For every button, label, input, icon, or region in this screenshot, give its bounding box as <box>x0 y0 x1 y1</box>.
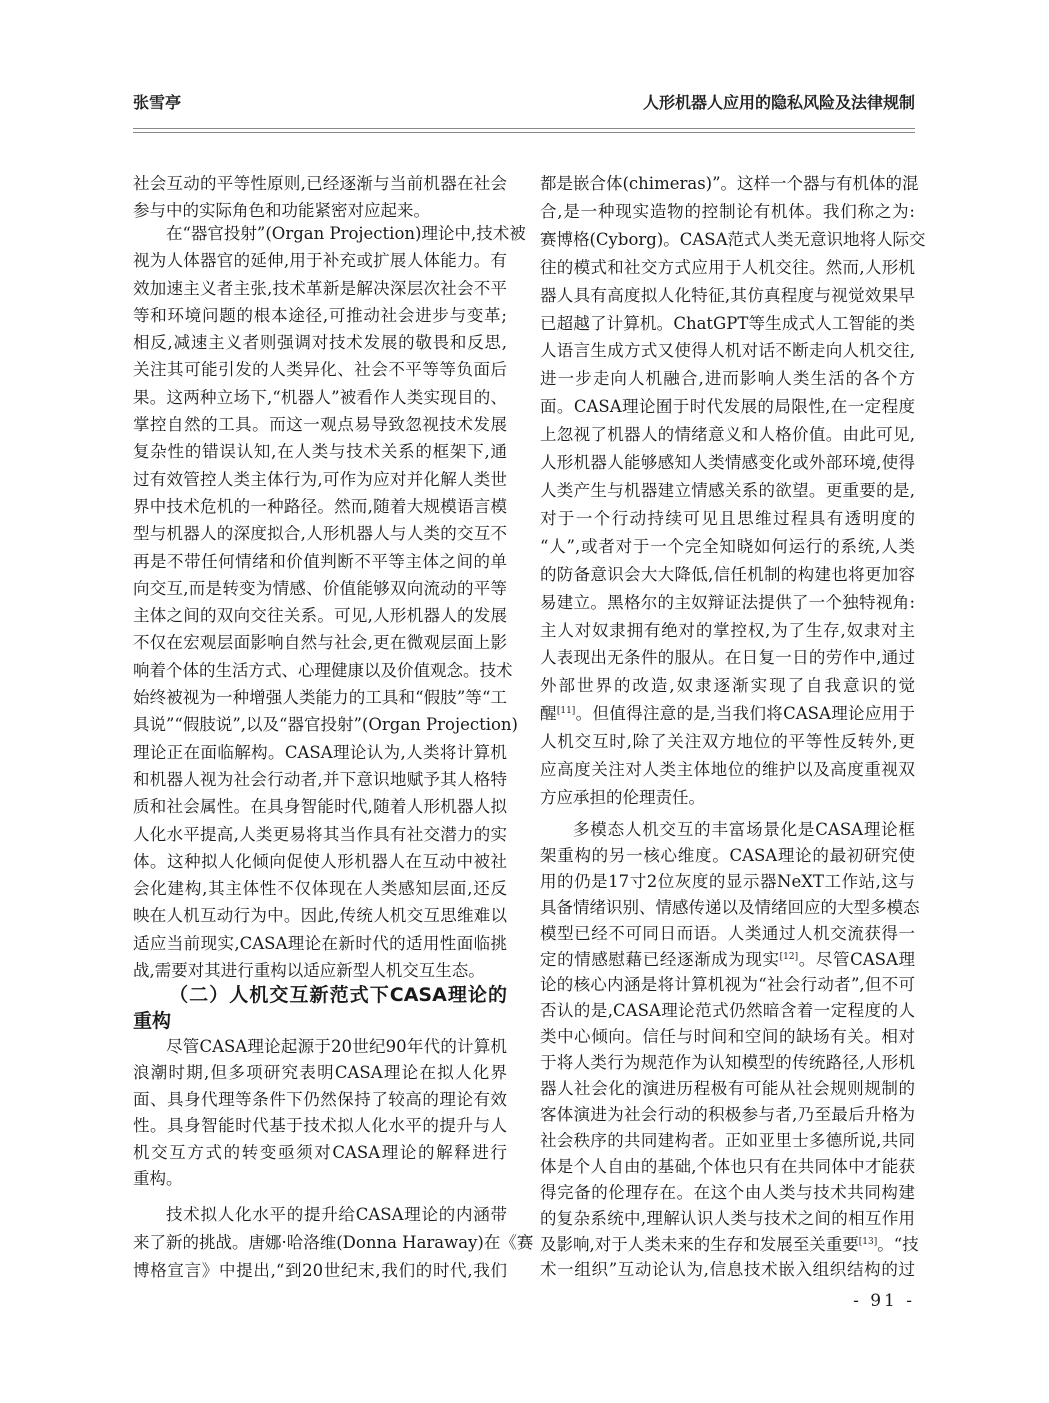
text-line: 复杂性的错误认知,在人类与技术关系的框架下,通 <box>133 442 507 462</box>
text-line: 易建立。黑格尔的主奴辩证法提供了一个独特视角: <box>540 592 915 612</box>
text-line: 方应承担的伦理责任。 <box>540 787 705 807</box>
text-line: 浪潮时期,但多项研究表明CASA理论在拟人化界 <box>133 1063 507 1083</box>
text-line: 来了新的挑战。唐娜·哈洛维(Donna Haraway)在《赛 <box>133 1233 534 1252</box>
text-line: 的复杂系统中,理解认识人类与技术之间的相互作用 <box>540 1208 915 1228</box>
text-line: 人表现出无条件的服从。在日复一日的劳作中,通过 <box>540 648 915 668</box>
text-line: 人化水平提高,人类更易将其当作具有社交潜力的实 <box>133 824 507 844</box>
text-line: 界中技术危机的一种路径。然而,随着大规模语言模 <box>133 496 507 516</box>
text-line: 的防备意识会大大降低,信任机制的构建也将更加容 <box>540 564 915 584</box>
text-line: 及影响,对于人类未来的生存和发展至关重要[13]。“技 <box>540 1234 919 1254</box>
text-line: 果。这两种立场下,“机器人”被看作人类实现目的、 <box>133 387 507 407</box>
header-rule-bottom <box>133 132 915 133</box>
text-line: 人语言生成方式又使得人机对话不断走向人机交往, <box>540 341 915 361</box>
text-line: 性。具身智能时代基于技术拟人化水平的提升与人 <box>133 1116 507 1136</box>
paragraph <box>540 817 920 1283</box>
paragraph <box>133 1201 534 1285</box>
text-line: 都是嵌合体(chimeras)”。这样一个器与有机体的混 <box>540 174 919 193</box>
text-line: 型与机器人的深度拟合,人形机器人与人类的交互不 <box>133 524 507 544</box>
header-rule-top <box>133 128 915 129</box>
text-line: 于将人类行为规范作为认知模型的传统路径,人形机 <box>540 1053 915 1073</box>
text-line: 关注其可能引发的人类异化、社会不平等等负面后 <box>133 360 507 380</box>
text-line: 映在人机互动行为中。因此,传统人机交互思维难以 <box>133 906 507 926</box>
text-line: 面。CASA理论囿于时代发展的局限性,在一定程度 <box>540 397 915 417</box>
text-line: 人类产生与机器建立情感关系的欲望。更重要的是, <box>540 480 915 500</box>
paragraph <box>540 170 926 812</box>
text-line: 赛博格(Cyborg)。CASA范式人类无意识地将人际交 <box>540 229 926 249</box>
text-line: 客体演进为社会行动的积极参与者,乃至最后升格为 <box>540 1104 915 1124</box>
text-line: 理论正在面临解构。CASA理论认为,人类将计算机 <box>133 742 507 762</box>
text-line: 器人具有高度拟人化特征,其仿真程度与视觉效果早 <box>540 285 915 305</box>
text-line: 战,需要对其进行重构以适应新型人机交互生态。 <box>133 961 485 981</box>
text-line: 体。这种拟人化倾向促使人形机器人在互动中被社 <box>133 851 507 871</box>
text-line: 尽管CASA理论起源于20世纪90年代的计算机 <box>166 1037 507 1056</box>
text-line: 视为人体器官的延伸,用于补充或扩展人体能力。有 <box>133 251 507 271</box>
text-line: 外部世界的改造,奴隶逐渐实现了自我意识的觉 <box>540 676 915 696</box>
text-line: 向交互,而是转变为情感、价值能够双向流动的平等 <box>133 578 507 598</box>
text-line: 在“器官投射”(Organ Projection)理论中,技术被 <box>166 224 526 243</box>
citation-marker: [13] <box>858 1236 878 1247</box>
text-line: 等和环境问题的根本途径,可推动社会进步与变革; <box>133 305 507 325</box>
running-header-title: 人形机器人应用的隐私风险及法律规制 <box>642 93 915 112</box>
text-line: 参与中的实际角色和功能紧密对应起来。 <box>133 201 430 221</box>
text-line: 合,是一种现实造物的控制论有机体。我们称之为: <box>540 201 915 221</box>
text-line: 醒[11]。但值得注意的是,当我们将CASA理论应用于 <box>540 704 915 724</box>
text-line: 已超越了计算机。ChatGPT等生成式人工智能的类 <box>540 313 915 333</box>
text-line: 适应当前现实,CASA理论在新时代的适用性面临挑 <box>133 933 507 953</box>
text-line: 具说”“假肢说”,以及“器官投射”(Organ Projection) <box>133 715 518 735</box>
text-line: 论的核心内涵是将计算机视为“社会行动者”,但不可 <box>540 975 915 995</box>
text-line: 始终被视为一种增强人类能力的工具和“假肢”等“工 <box>133 688 507 708</box>
text-line: 效加速主义者主张,技术革新是解决深层次社会不平 <box>133 278 507 298</box>
page-number: - 91 - <box>853 1291 915 1311</box>
text-line: 多模态人机交互的丰富场景化是CASA理论框 <box>573 820 915 839</box>
text-line: 面、具身代理等条件下仍然保持了较高的理论有效 <box>133 1089 507 1109</box>
text-line: 架重构的另一核心维度。CASA理论的最初研究使 <box>540 845 915 865</box>
running-header-author: 张雪亭 <box>133 93 182 112</box>
text-line: 类中心倾向。信任与时间和空间的缺场有关。相对 <box>540 1027 915 1047</box>
paragraph <box>133 1034 507 1192</box>
text-line: 社会秩序的共同建构者。正如亚里士多德所说,共同 <box>540 1130 915 1150</box>
section-heading <box>133 982 507 1034</box>
text-line: 模型已经不可同日而语。人类通过人机交流获得一 <box>540 923 915 943</box>
heading-line: （二）人机交互新范式下CASA理论的 <box>169 984 507 1006</box>
text-line: 得完备的伦理存在。在这个由人类与技术共同构建 <box>540 1182 915 1202</box>
text-line: 掌控自然的工具。而这一观点易导致忽视技术发展 <box>133 415 507 435</box>
text-line: 社会互动的平等性原则,已经逐渐与当前机器在社会 <box>133 174 507 193</box>
text-line: 重构。 <box>133 1169 183 1189</box>
text-line: 不仅在宏观层面影响自然与社会,更在微观层面上影 <box>133 633 507 653</box>
text-line: 响着个体的生活方式、心理健康以及价值观念。技术 <box>133 660 513 680</box>
text-line: 对于一个行动持续可见且思维过程具有透明度的 <box>540 508 915 528</box>
citation-marker: [11] <box>556 706 576 717</box>
text-line: 否认的是,CASA理论范式仍然暗含着一定程度的人 <box>540 1001 915 1021</box>
text-line: 器人社会化的演进历程极有可能从社会规则规制的 <box>540 1079 915 1099</box>
text-line: 过有效管控人类主体行为,可作为应对并化解人类世 <box>133 469 507 489</box>
text-line: 再是不带任何情绪和价值判断不平等主体之间的单 <box>133 551 507 571</box>
text-line: 上忽视了机器人的情绪意义和人格价值。由此可见, <box>540 425 915 445</box>
text-line: 用的仍是17寸2位灰度的显示器NeXT工作站,这与 <box>540 871 915 891</box>
text-line: 相反,减速主义者则强调对技术发展的敬畏和反思, <box>133 333 507 353</box>
paragraph <box>133 170 507 225</box>
text-line: 术一组织”互动论认为,信息技术嵌入组织结构的过 <box>540 1260 915 1280</box>
text-line: 质和社会属性。在具身智能时代,随着人形机器人拟 <box>133 797 507 817</box>
text-line: 体是个人自由的基础,个体也只有在共同体中才能获 <box>540 1156 915 1176</box>
text-line: 和机器人视为社会行动者,并下意识地赋予其人格特 <box>133 769 507 789</box>
text-line: 进一步走向人机融合,进而影响人类生活的各个方 <box>540 369 915 389</box>
text-line: 具备情绪识别、情感传递以及情绪回应的大型多模态 <box>540 897 920 917</box>
text-line: 应高度关注对人类主体地位的维护以及高度重视双 <box>540 760 915 780</box>
text-line: 博格宣言》中提出,“到20世纪末,我们的时代,我们 <box>133 1261 507 1280</box>
text-line: “人”,或者对于一个完全知晓如何运行的系统,人类 <box>540 536 915 556</box>
text-line: 主体之间的双向交往关系。可见,人形机器人的发展 <box>133 606 507 626</box>
citation-marker: [12] <box>779 951 799 962</box>
text-line: 定的情感慰藉已经逐渐成为现实[12]。尽管CASA理 <box>540 949 916 969</box>
text-line: 机交互方式的转变亟须对CASA理论的解释进行 <box>133 1142 507 1162</box>
text-line: 技术拟人化水平的提升给CASA理论的内涵带 <box>166 1205 507 1224</box>
heading-line: 重构 <box>133 1010 172 1032</box>
paragraph <box>133 220 526 984</box>
text-line: 人机交互时,除了关注双方地位的平等性反转外,更 <box>540 732 915 752</box>
text-line: 往的模式和社交方式应用于人机交往。然而,人形机 <box>540 257 915 277</box>
text-line: 人形机器人能够感知人类情感变化或外部环境,使得 <box>540 453 915 473</box>
text-line: 主人对奴隶拥有绝对的掌控权,为了生存,奴隶对主 <box>540 620 915 640</box>
text-line: 会化建构,其主体性不仅体现在人类感知层面,还反 <box>133 879 507 899</box>
